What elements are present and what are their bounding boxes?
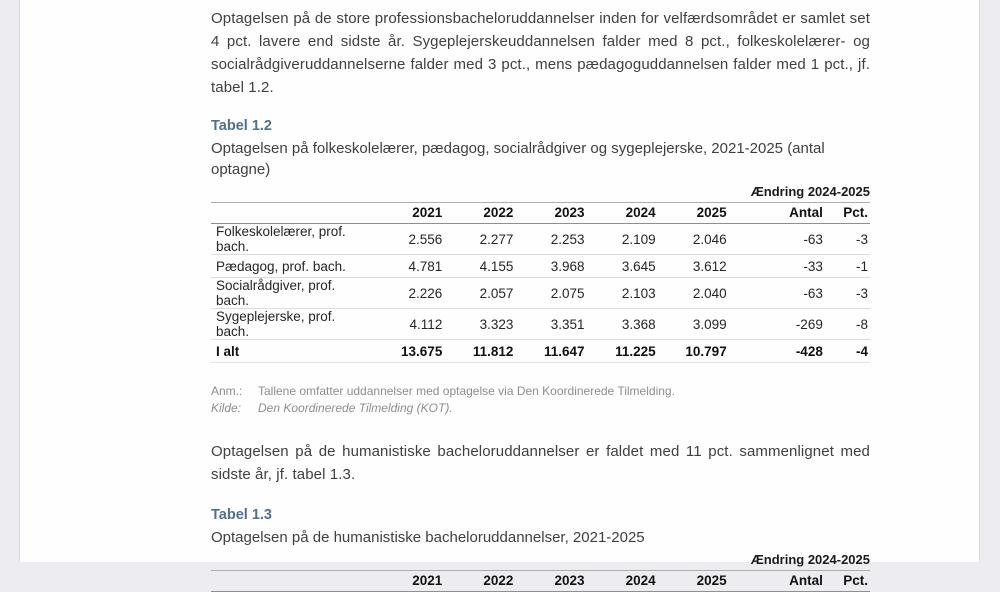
table-total-row [211, 340, 870, 363]
cell: 3.645 [621, 258, 656, 274]
paragraph-velfaerd: Optagelsen på de store professionsbacheloruddannelser inden for velfærdsområdet er samlet set 4 pct. lavere end sidste år. Sygeplejerskeuddannelsen falder med 8 pct., folkeskolelærer- og socialrådgiveruddannelserne falder med 3 pct., mens pædagoguddannelsen falder med 1 pct., jf. tabel 1.2. [211, 10, 870, 96]
cell: 4.112 [409, 316, 443, 332]
paragraph-humanistiske: Optagelsen på de humanistiske bacheloruddannelser er faldet med 11 pct. sammenlignet med sidste år, jf. tabel 1.3. [211, 443, 870, 483]
cell: 3.099 [692, 316, 727, 332]
column-header-2024: 2024 [625, 204, 656, 220]
cell: 2.040 [692, 285, 727, 301]
cell: -428 [795, 343, 823, 359]
cell: 11.647 [543, 343, 585, 359]
row-label: Socialrådgiver, prof. bach. [216, 278, 336, 308]
cell: 2.109 [621, 231, 656, 247]
note-anm-label: Anm.: [211, 384, 243, 398]
cell: -3 [855, 285, 868, 301]
table-1-3-change-header: Ændring 2024-2025 [750, 552, 870, 567]
cell: -8 [855, 316, 868, 332]
cell: -1 [855, 258, 868, 274]
table-row [211, 224, 870, 255]
table-row [211, 309, 870, 340]
cell: 2.277 [479, 231, 514, 247]
row-label: Sygeplejerske, prof. bach. [216, 309, 336, 339]
cell: 2.057 [479, 285, 514, 301]
cell: -33 [803, 258, 823, 274]
cell: 10.797 [685, 343, 727, 359]
row-label: Folkeskolelærer, prof. bach. [216, 224, 346, 254]
column-header-pct: Pct. [843, 204, 868, 220]
table-header-row [211, 571, 870, 592]
column-header-empty [211, 571, 373, 592]
cell: -3 [855, 231, 868, 247]
column-header-2025: 2025 [696, 204, 727, 220]
cell: -269 [795, 316, 823, 332]
table-1-2-caption: Optagelsen på folkeskolelærer, pædagog, socialrådgiver og sygeplejerske, 2021-2025 (antal optagne) [211, 140, 825, 178]
cell: 4.155 [479, 258, 514, 274]
table-1-2 [211, 202, 870, 363]
table-1-2-label: Tabel 1.2 [211, 118, 272, 134]
cell: 2.253 [550, 231, 585, 247]
cell: 2.103 [621, 285, 656, 301]
column-header-2023: 2023 [554, 204, 585, 220]
column-header-pct: Pct. [843, 572, 868, 588]
table-1-2-change-header: Ændring 2024-2025 [750, 184, 870, 199]
total-label: I alt [216, 343, 240, 359]
cell: 3.351 [550, 316, 585, 332]
table-header-row [211, 203, 870, 224]
note-kilde-label: Kilde: [211, 401, 242, 415]
cell: 4.781 [408, 258, 443, 274]
table-row [211, 278, 870, 309]
cell: 2.046 [692, 231, 727, 247]
note-kilde [211, 400, 870, 417]
cell: 3.968 [550, 258, 585, 274]
column-header-2024: 2024 [625, 572, 656, 588]
table-notes [211, 383, 870, 417]
cell: 3.323 [479, 316, 514, 332]
table-row [211, 255, 870, 278]
column-header-empty [211, 203, 373, 224]
column-header-antal: Antal [789, 572, 823, 588]
cell: -4 [855, 343, 868, 359]
table-1-3 [211, 570, 870, 592]
cell: -63 [803, 285, 823, 301]
cell: 3.368 [621, 316, 656, 332]
document-page [19, 0, 980, 588]
column-header-2023: 2023 [554, 572, 585, 588]
column-header-antal: Antal [789, 204, 823, 220]
table-1-3-caption: Optagelsen på de humanistiske bacheloruddannelser, 2021-2025 [211, 529, 645, 546]
cell: 2.226 [408, 285, 443, 301]
column-header-2025: 2025 [696, 572, 727, 588]
cell: 2.075 [550, 285, 585, 301]
column-header-2021: 2021 [412, 572, 443, 588]
column-header-2021: 2021 [412, 204, 443, 220]
note-kilde-text: Den Koordinerede Tilmelding (KOT). [258, 401, 453, 415]
row-label: Pædagog, prof. bach. [216, 258, 346, 274]
cell: 3.612 [692, 258, 727, 274]
cell: 13.675 [401, 343, 443, 359]
document-content [211, 0, 870, 592]
cell: 11.225 [615, 343, 656, 359]
note-anm [211, 383, 870, 400]
cell: 11.812 [472, 343, 514, 359]
column-header-2022: 2022 [483, 204, 514, 220]
note-anm-text: Tallene omfatter uddannelser med optagelse via Den Koordinerede Tilmelding. [258, 384, 675, 398]
table-1-3-label: Tabel 1.3 [211, 507, 272, 523]
cell: -63 [803, 231, 823, 247]
cell: 2.556 [408, 231, 443, 247]
column-header-2022: 2022 [483, 572, 514, 588]
